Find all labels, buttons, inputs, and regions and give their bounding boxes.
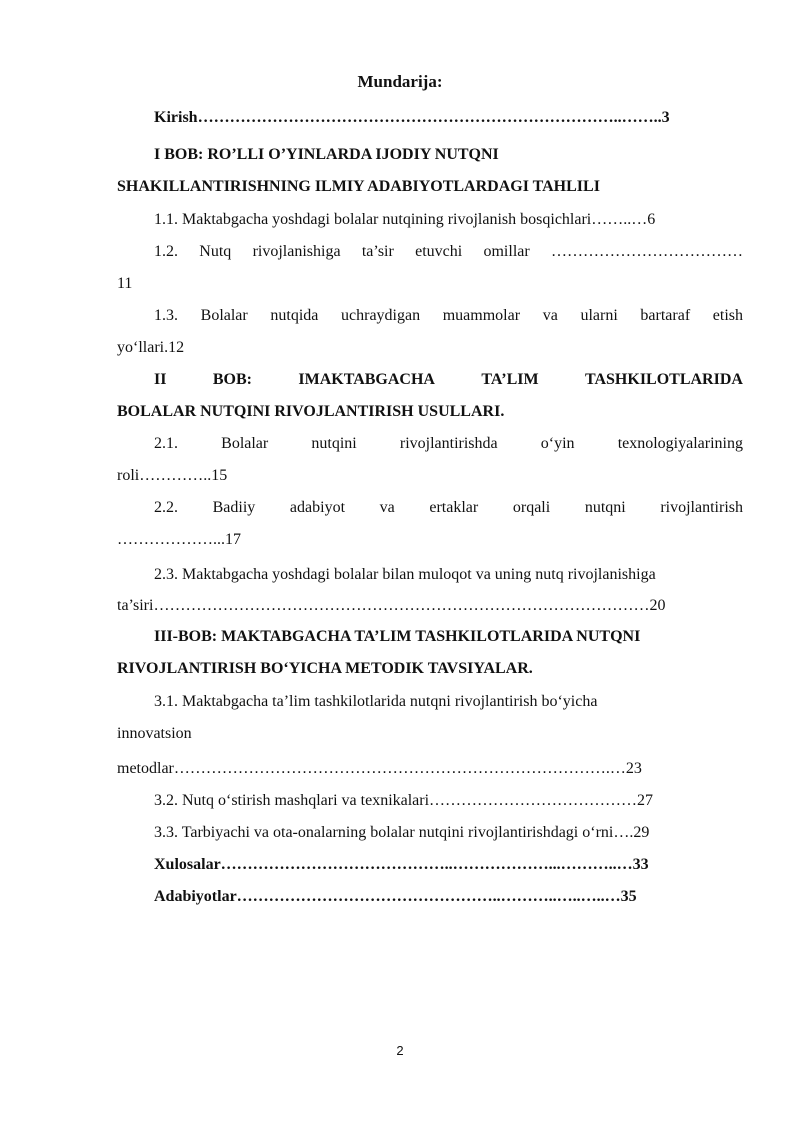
word: 1.2. bbox=[154, 243, 178, 260]
toc-entry-3-1-line-3: metodlar……………………………………………………………………….…23 bbox=[117, 760, 642, 777]
toc-entry-1-2-page: 11 bbox=[117, 275, 133, 292]
toc-entry-1-2-line-1 bbox=[154, 242, 743, 262]
toc-entry-3-3: 3.3. Tarbiyachi va ota-onalarning bolalar nutqini rivojlantirishdagi o‘rni….29 bbox=[154, 824, 650, 841]
word: ertaklar bbox=[429, 499, 479, 516]
word: ta’sir bbox=[361, 243, 394, 260]
word: uchraydigan bbox=[341, 307, 421, 324]
page-number: 2 bbox=[396, 1043, 404, 1058]
word: orqali bbox=[512, 499, 551, 516]
toc-entry-2-3-line-2: ta’siri…………………………………………………………………………………20 bbox=[117, 597, 666, 614]
toc-entry-2-2-line-1 bbox=[154, 498, 743, 518]
word: II bbox=[154, 371, 167, 388]
word: texnologiyalarining bbox=[617, 435, 743, 452]
toc-entry-1-1: 1.1. Maktabgacha yoshdagi bolalar nutqining rivojlanish bosqichlari……..…6 bbox=[154, 211, 656, 228]
toc-entry-1-3-line-1 bbox=[154, 306, 743, 326]
toc-entry-2-2-line-2: ………………...17 bbox=[117, 531, 241, 548]
toc-chapter-2-line-1 bbox=[154, 370, 743, 390]
toc-entry-2-1-line-1 bbox=[154, 434, 743, 454]
word: TASHKILOTLARIDA bbox=[584, 371, 743, 388]
word: bartaraf bbox=[640, 307, 691, 324]
word: Bolalar bbox=[200, 307, 248, 324]
toc-chapter-2-line-2: BOLALAR NUTQINI RIVOJLANTIRISH USULLARI. bbox=[117, 403, 505, 420]
word: rivojlantirish bbox=[660, 499, 743, 516]
word: o‘yin bbox=[540, 435, 575, 452]
toc-chapter-1-line-2: SHAKILLANTIRISHNING ILMIY ADABIYOTLARDAGI TAHLILI bbox=[117, 178, 600, 195]
word: rivojlanishiga bbox=[252, 243, 341, 260]
word: muammolar bbox=[442, 307, 521, 324]
word: va bbox=[379, 499, 395, 516]
toc-entry-kirish: Kirish……………………………………………………………………..……..3 bbox=[154, 109, 670, 126]
toc-chapter-3-line-1: III-BOB: MAKTABGACHA TA’LIM TASHKILOTLARIDA NUTQNI bbox=[154, 628, 641, 645]
toc-chapter-3-line-2: RIVOJLANTIRISH BO‘YICHA METODIK TAVSIYALAR. bbox=[117, 660, 533, 677]
word: 2.1. bbox=[154, 435, 178, 452]
toc-entry-3-2: 3.2. Nutq o‘stirish mashqlari va texnikalari…………………………………27 bbox=[154, 792, 654, 809]
word: ularni bbox=[580, 307, 618, 324]
word: Badiiy bbox=[212, 499, 256, 516]
word: adabiyot bbox=[289, 499, 346, 516]
word: va bbox=[542, 307, 558, 324]
word: TA’LIM bbox=[481, 371, 539, 388]
word: omillar bbox=[483, 243, 530, 260]
toc-entry-2-3-line-1: 2.3. Maktabgacha yoshdagi bolalar bilan muloqot va uning nutq rivojlanishiga bbox=[154, 566, 656, 583]
toc-entry-adabiyotlar: Adabiyotlar…………………………………………..………..…..…..…35 bbox=[154, 888, 637, 905]
word: nutqini bbox=[311, 435, 357, 452]
word: etish bbox=[712, 307, 743, 324]
word: ……………………………… bbox=[550, 243, 743, 260]
word: 2.2. bbox=[154, 499, 178, 516]
word: Bolalar bbox=[221, 435, 269, 452]
toc-chapter-1-line-1: I BOB: RO’LLI O’YINLARDA IJODIY NUTQNI bbox=[154, 146, 499, 163]
toc-entry-3-1-line-1: 3.1. Maktabgacha ta’lim tashkilotlarida nutqni rivojlantirish bo‘yicha bbox=[154, 693, 598, 710]
toc-entry-1-3-line-2: yo‘llari.12 bbox=[117, 339, 185, 356]
toc-entry-xulosalar: Xulosalar……………………………………..………………...………..…33 bbox=[154, 856, 649, 873]
toc-entry-3-1-line-2: innovatsion bbox=[117, 725, 192, 742]
word: nutqida bbox=[270, 307, 319, 324]
word: etuvchi bbox=[415, 243, 463, 260]
word: rivojlantirishda bbox=[399, 435, 498, 452]
word: BOB: bbox=[212, 371, 252, 388]
word: Nutq bbox=[199, 243, 232, 260]
word: 1.3. bbox=[154, 307, 178, 324]
word: nutqni bbox=[584, 499, 626, 516]
toc-entry-2-1-line-2: roli…………..15 bbox=[117, 467, 228, 484]
word: IMAKTABGACHA bbox=[298, 371, 435, 388]
toc-title: Mundarija: bbox=[357, 72, 443, 91]
